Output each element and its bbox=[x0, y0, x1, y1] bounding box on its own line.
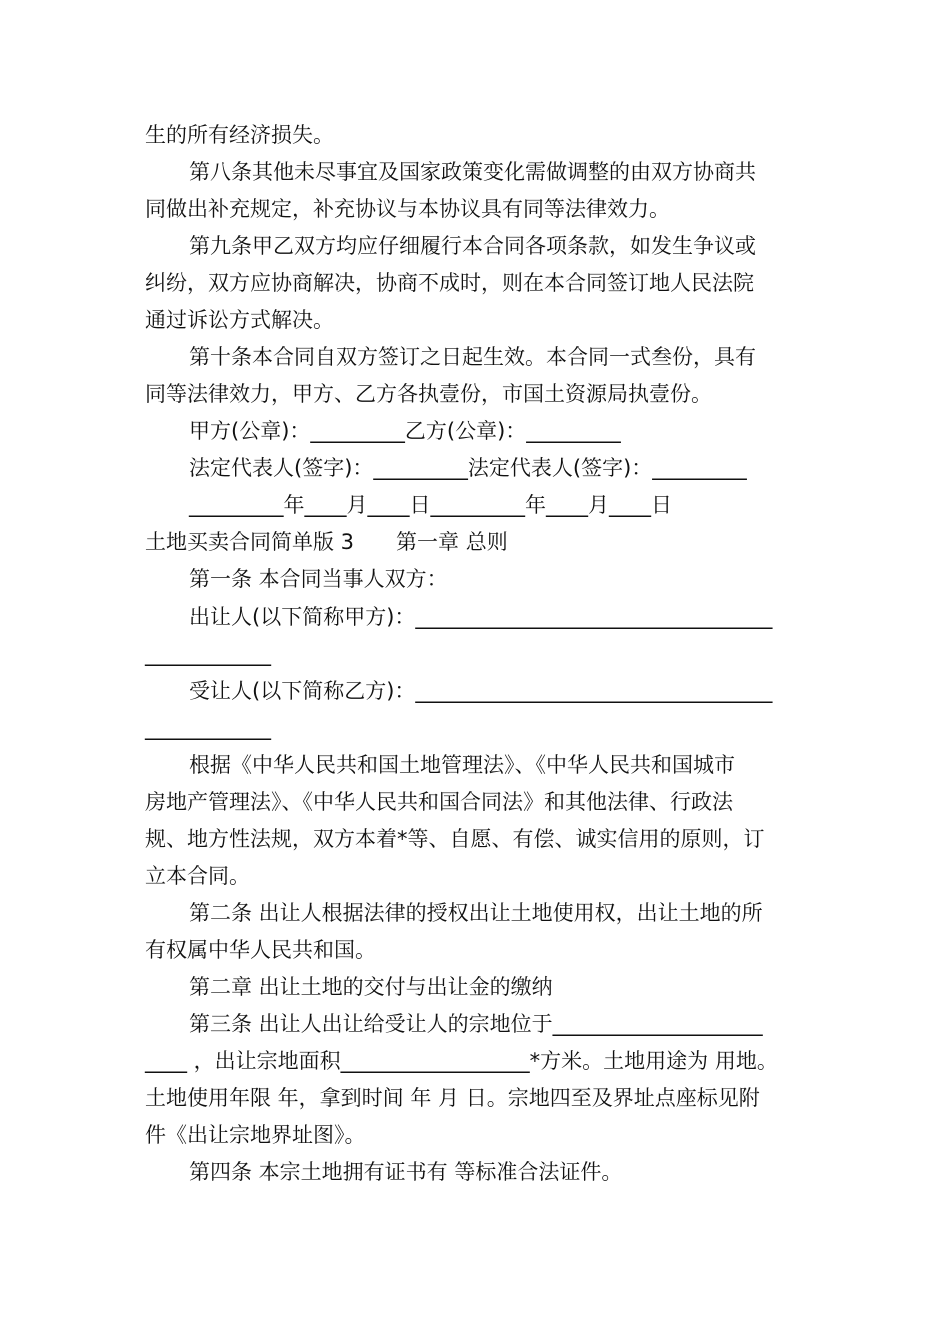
transferee-field: 受让人(以下简称乙方)：__________________________________ bbox=[189, 679, 773, 703]
text-line: 件《出让宗地界址图》。 bbox=[145, 1123, 366, 1147]
blank-line: ____________ bbox=[145, 716, 271, 740]
text-line: 通过诉讼方式解决。 bbox=[145, 308, 334, 332]
seal-line: 甲方(公章)：_________乙方(公章)：_________ bbox=[189, 419, 621, 443]
text-line: 立本合同。 bbox=[145, 864, 250, 888]
text-line: 土地使用年限 年，拿到时间 年 月 日。宗地四至及界址点座标见附 bbox=[145, 1086, 760, 1110]
section-heading: 土地买卖合同简单版 3 第一章 总则 bbox=[145, 530, 508, 554]
article-10-text: 第十条本合同自双方签订之日起生效。本合同一式叁份，具有 bbox=[189, 345, 756, 369]
text-line: 有权属中华人民共和国。 bbox=[145, 938, 376, 962]
date-line: _________年____月____日_________年____月____日 bbox=[189, 493, 672, 517]
preamble-text: 根据《中华人民共和国土地管理法》、《中华人民共和国城市 bbox=[189, 753, 735, 777]
article-1-text: 第一条 本合同当事人双方： bbox=[189, 567, 448, 591]
article-3-text: 第三条 出让人出让给受让人的宗地位于____________________ bbox=[189, 1012, 763, 1036]
transferor-field: 出让人(以下简称甲方)：__________________________________ bbox=[189, 605, 773, 629]
text-line: 同做出补充规定，补充协议与本协议具有同等法律效力。 bbox=[145, 197, 670, 221]
text-line: 同等法律效力，甲方、乙方各执壹份，市国土资源局执壹份。 bbox=[145, 382, 712, 406]
text-line: 纠纷，双方应协商解决，协商不成时，则在本合同签订地人民法院 bbox=[145, 271, 754, 295]
article-4-text: 第四条 本宗土地拥有证书有 等标准合法证件。 bbox=[189, 1160, 623, 1184]
blank-line: ____________ bbox=[145, 642, 271, 666]
text-line: ____ ，出让宗地面积__________________*方米。土地用途为 用地。 bbox=[145, 1049, 778, 1073]
article-2-text: 第二条 出让人根据法律的授权出让土地使用权，出让土地的所 bbox=[189, 901, 763, 925]
article-8-text: 第八条其他未尽事宜及国家政策变化需做调整的由双方协商共 bbox=[189, 160, 756, 184]
article-9-text: 第九条甲乙双方均应仔细履行本合同各项条款，如发生争议或 bbox=[189, 234, 756, 258]
text-line: 房地产管理法》、《中华人民共和国合同法》和其他法律、行政法 bbox=[145, 790, 733, 814]
signature-line: 法定代表人(签字)：_________法定代表人(签字)：_________ bbox=[189, 456, 747, 480]
text-line: 规、地方性法规，双方本着*等、自愿、有偿、诚实信用的原则，订 bbox=[145, 827, 765, 851]
text-line: 生的所有经济损失。 bbox=[145, 123, 334, 147]
chapter-heading: 第二章 出让土地的交付与出让金的缴纳 bbox=[189, 975, 553, 999]
